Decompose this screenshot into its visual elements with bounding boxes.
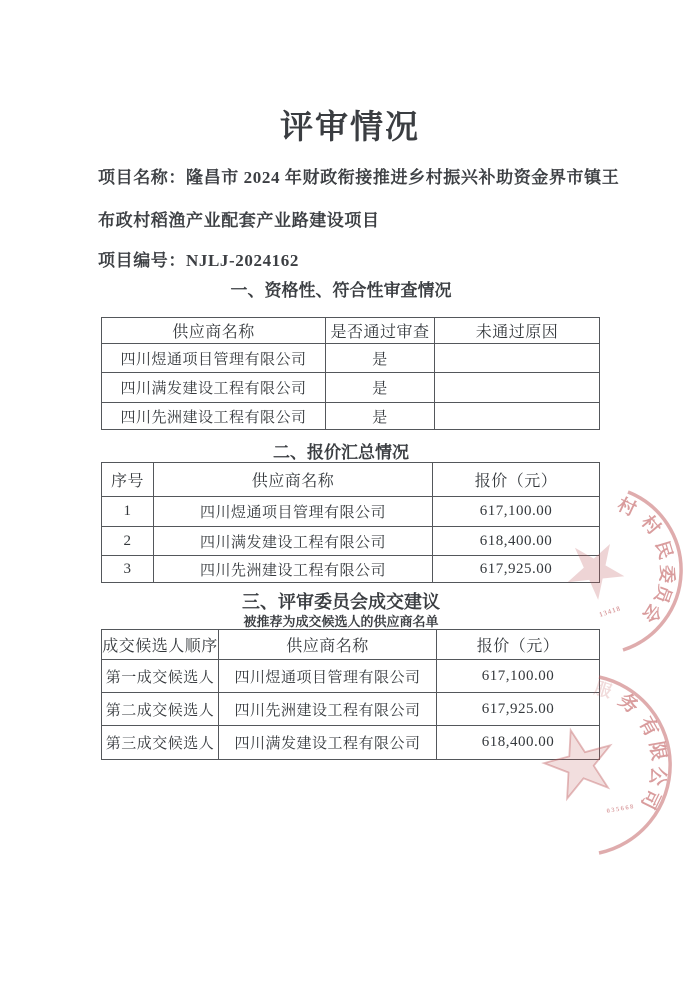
seal-char: 民 bbox=[651, 538, 677, 562]
section3-heading: 三、评审委员会成交建议 bbox=[242, 592, 440, 612]
fail-reason bbox=[435, 403, 599, 429]
supplier-name: 四川满发建设工程有限公司 bbox=[154, 527, 433, 556]
column-header: 未通过原因 bbox=[435, 318, 599, 344]
project-number: 项目编号：NJLJ-2024162 bbox=[98, 251, 299, 270]
seal-serial: 035668 bbox=[606, 803, 636, 815]
row-index: 3 bbox=[102, 556, 154, 582]
passed-flag: 是 bbox=[326, 344, 435, 373]
supplier-name: 四川先洲建设工程有限公司 bbox=[154, 556, 433, 582]
supplier-name: 四川先洲建设工程有限公司 bbox=[219, 693, 437, 726]
seal-char: 务 bbox=[614, 689, 642, 719]
page-title: 评审情况 bbox=[280, 110, 420, 146]
seal-char: 公 bbox=[645, 765, 669, 787]
seal-char: 限 bbox=[645, 739, 669, 763]
seal-char: 会 bbox=[638, 599, 666, 627]
column-header: 报价（元） bbox=[433, 463, 599, 497]
supplier-name: 四川先洲建设工程有限公司 bbox=[102, 403, 326, 429]
seal-char: 村 bbox=[614, 494, 640, 520]
seal-char-faint: 服 bbox=[592, 678, 614, 702]
passed-flag: 是 bbox=[326, 403, 435, 429]
award-candidates-table bbox=[101, 629, 600, 760]
quote-amount: 618,400.00 bbox=[481, 734, 555, 750]
row-index: 2 bbox=[102, 527, 154, 556]
seal-char: 委 bbox=[656, 564, 678, 584]
seal-serial: 13418 bbox=[598, 604, 623, 619]
seal-ring bbox=[599, 677, 670, 853]
project-name-line2: 布政村稻渔产业配套产业路建设项目 bbox=[98, 211, 380, 230]
column-header: 供应商名称 bbox=[102, 318, 326, 344]
section3-subheading: 被推荐为成交候选人的供应商名单 bbox=[243, 614, 439, 629]
supplier-name: 四川满发建设工程有限公司 bbox=[219, 726, 437, 759]
seal-char: 员 bbox=[650, 582, 676, 606]
seal-char: 有 bbox=[634, 713, 662, 741]
supplier-name: 四川煜通项目管理有限公司 bbox=[154, 497, 433, 527]
quote-amount: 617,100.00 bbox=[433, 497, 599, 527]
candidate-rank: 第一成交候选人 bbox=[102, 660, 219, 693]
section1-heading: 一、资格性、符合性审查情况 bbox=[230, 281, 452, 300]
candidate-rank: 第三成交候选人 bbox=[102, 726, 219, 759]
quote-summary-table bbox=[101, 462, 600, 583]
qualification-review-table bbox=[101, 317, 600, 430]
quote-amount: 617,925.00 bbox=[479, 560, 553, 577]
passed-flag: 是 bbox=[326, 373, 435, 403]
project-name-line1: 项目名称：隆昌市 2024 年财政衔接推进乡村振兴补助资金界市镇王 bbox=[98, 168, 620, 187]
supplier-name: 四川煜通项目管理有限公司 bbox=[219, 660, 437, 693]
section2-heading: 二、报价汇总情况 bbox=[273, 443, 409, 462]
fail-reason bbox=[435, 344, 599, 373]
candidate-rank: 第二成交候选人 bbox=[102, 693, 219, 726]
row-index: 1 bbox=[102, 497, 154, 527]
quote-amount: 618,400.00 bbox=[433, 527, 599, 556]
column-header: 成交候选人顺序 bbox=[102, 630, 219, 660]
seal-ring bbox=[623, 492, 681, 650]
supplier-name: 四川煜通项目管理有限公司 bbox=[102, 344, 326, 373]
fail-reason bbox=[435, 373, 599, 403]
quote-amount: 617,100.00 bbox=[437, 660, 599, 693]
seal-char: 村 bbox=[637, 511, 665, 539]
supplier-name: 四川满发建设工程有限公司 bbox=[102, 373, 326, 403]
column-header: 供应商名称 bbox=[219, 630, 437, 660]
quote-amount: 617,925.00 bbox=[437, 693, 599, 726]
column-header: 序号 bbox=[102, 463, 154, 497]
column-header: 是否通过审查 bbox=[326, 318, 435, 344]
column-header: 报价（元） bbox=[437, 630, 599, 660]
seal-char: 司 bbox=[636, 785, 664, 813]
column-header: 供应商名称 bbox=[154, 463, 433, 497]
